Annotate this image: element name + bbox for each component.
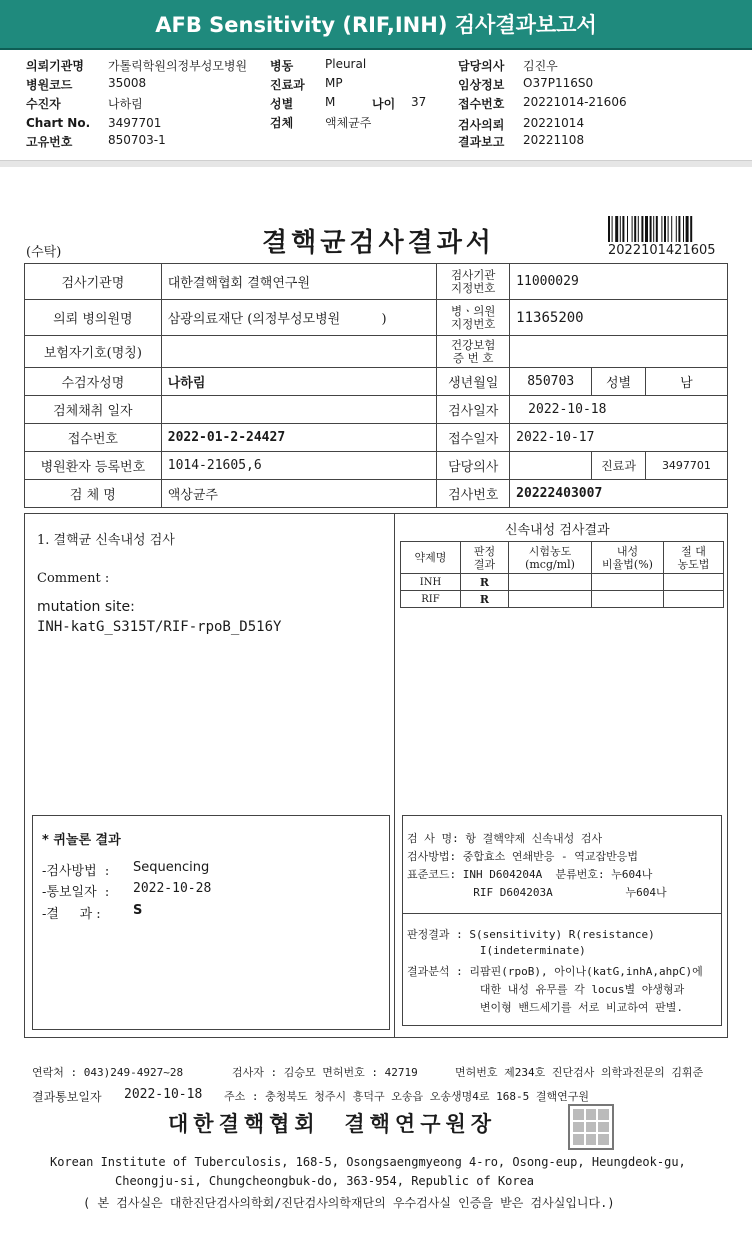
barcode-bar [612,216,613,242]
header-key: 의뢰기관명 [26,59,84,73]
patient-label: 수검자성명 [25,368,162,396]
inst-no-label: 검사기관 지정번호 [437,264,510,300]
section-divider [0,160,752,167]
insurer-value [161,336,437,368]
header-value: 3497701 [108,116,162,130]
collect-label: 검체채취 일자 [25,396,162,424]
barcode-bar [638,216,639,242]
judgement-line: 판정결과 : S(sensitivity) R(resistance) [407,928,655,941]
header-key: 병동 [270,59,294,73]
barcode-bar [668,216,669,242]
barcode-bar [634,216,636,242]
inst-label: 검사기관명 [25,264,162,300]
barcode-bar [653,216,654,242]
test-date-value: 2022-10-18 [510,396,728,424]
barcode-bar [671,216,672,242]
table-row [401,574,724,591]
req-value: 삼광의료재단 (의정부성모병원 ) [161,300,437,336]
req-no-value: 11365200 [510,300,728,336]
barcode-bar [632,216,633,242]
barcode-bar [627,216,628,242]
specimen-value: 액상균주 [161,480,437,508]
header-value: M [325,95,336,109]
quinolone-key: -결 과 : [42,907,101,922]
column-header: 약제명 [401,542,461,574]
ratio-cell [592,591,664,608]
header-key: 임상정보 [458,78,505,92]
health-label: 건강보험 증 번 호 [437,336,510,368]
judgement-line: 대한 내성 유무를 각 locus별 야생형과 [407,983,685,996]
table-row [25,264,728,300]
method-line: 표준코드: INH D604204A 분류번호: 누604나 [407,868,653,881]
barcode-bar [661,216,662,242]
quinolone-value: 2022-10-28 [133,881,212,896]
header-key: 나이 [372,97,396,111]
footer-address: 주소 : 충청북도 청주시 흥덕구 오송읍 오송생명4로 168-5 결핵연구원 [224,1090,589,1103]
inst-value: 대한결핵협회 결핵연구원 [161,264,437,300]
test-date-label: 검사일자 [437,396,510,424]
drug-cell: RIF [401,591,461,608]
table-header-row [401,542,724,574]
header-key: 검사의뢰 [458,118,505,132]
barcode-bar [664,216,666,242]
barcode-number: 2022101421605 [608,243,716,258]
result-cell: R [461,591,509,608]
inst-no-value: 11000029 [510,264,728,300]
table-row [25,368,728,396]
header-value: 20221014-21606 [523,95,627,109]
header-value: O37P116S0 [523,76,594,90]
recv-date-label: 접수일자 [437,424,510,452]
barcode-bar [615,216,618,242]
judgement-line: 변이형 밴드세기를 서로 비교하여 판별. [407,1001,683,1014]
test-no-label: 검사번호 [437,480,510,508]
mutation-value: INH-katG_S315T/RIF-rpoB_D516Y [37,619,282,635]
header-key: 성별 [270,97,294,111]
doctor-label: 담당의사 [437,452,510,480]
column-header: 절 대 농도법 [664,542,724,574]
barcode-bar [686,216,689,242]
dept-label: 진료과 [592,452,646,480]
quinolone-value: Sequencing [133,860,210,875]
insurer-label: 보험자기호(명칭) [25,336,162,368]
barcode-bar [622,216,624,242]
abs-cell [664,591,724,608]
method-line: 검사방법: 중합효소 연쇄반응 - 역교잡반응법 [407,850,639,863]
report-title: AFB Sensitivity (RIF,INH) 검사결과보고서 [155,13,597,37]
patient-value: 나하림 [161,368,437,396]
result-table-title: 신속내성 검사결과 [505,523,610,538]
barcode-bar [620,216,621,242]
header-key: 검체 [270,116,294,130]
header-value: 김진우 [523,59,558,73]
header-value: 나하림 [108,97,143,111]
recv-no-value: 2022-01-2-24427 [161,424,437,452]
table-row [25,300,728,336]
title-bar-underline [0,48,752,50]
method-line: 검 사 명: 항 결핵약제 신속내성 검사 [407,832,603,845]
hosp-reg-label: 병원환자 등록번호 [25,452,162,480]
abs-cell [664,574,724,591]
barcode [608,216,711,242]
doctor-value [510,452,592,480]
birth-value: 850703 [510,368,592,396]
req-label: 의뢰 병의원명 [25,300,162,336]
official-seal-stamp [568,1104,614,1150]
hosp-reg-value: 1014-21605,6 [161,452,437,480]
header-key: 수진자 [26,97,61,111]
results-divider [394,513,395,1038]
header-value: Pleural [325,57,367,71]
barcode-bar [608,216,610,242]
footer-certification: ( 본 검사실은 대한진단검사의학회/진단검사의학재단의 우수검사실 인증을 받은 검사실입니다.) [83,1196,615,1210]
result-cell: R [461,574,509,591]
document-title: 결핵균검사결과서 [262,228,495,258]
header-key: 담당의사 [458,59,505,73]
sex-label: 성별 [592,368,646,396]
table-row [25,336,728,368]
comment-label: Comment : [37,571,110,586]
barcode-bar [645,216,648,242]
barcode-bar [656,216,658,242]
dept-value: 3497701 [645,452,727,480]
header-key: 접수번호 [458,97,505,111]
footer-notify-label: 결과통보일자 [32,1090,102,1104]
conc-cell [509,591,592,608]
birth-label: 생년월일 [437,368,510,396]
health-value [510,336,728,368]
quinolone-key: -검사방법 : [42,864,110,879]
drug-cell: INH [401,574,461,591]
quinolone-key: -통보일자 : [42,885,110,900]
judgement-line: I(indeterminate) [407,944,586,957]
report-title-bar [0,0,752,48]
barcode-bar [690,216,692,242]
test-name: 1. 결핵균 신속내성 검사 [37,533,175,548]
director-title: 대한결핵협회 결핵연구원장 [168,1111,497,1136]
table-row [25,452,728,480]
conc-cell [509,574,592,591]
table-row [25,480,728,508]
column-header: 판정 결과 [461,542,509,574]
patient-info-table [24,263,728,508]
header-key: 병원코드 [26,78,73,92]
header-value: 20221014 [523,116,585,130]
header-key: 진료과 [270,78,305,92]
header-value: 20221108 [523,133,585,147]
specimen-label: 검 체 명 [25,480,162,508]
judgement-line: 결과분석 : 리팜핀(rpoB), 아이나(katG,inhA,ahpC)에 [407,965,703,978]
column-header: 시험농도 (mcg/ml) [509,542,592,574]
quinolone-title: * 퀴놀론 결과 [42,833,121,848]
footer-english-address-2: Cheongju-si, Chungcheongbuk-do, 363-954, Republic of Korea [115,1174,535,1188]
header-value: 35008 [108,76,147,90]
table-row [25,424,728,452]
barcode-bar [641,216,643,242]
ratio-cell [592,574,664,591]
header-value: 액체균주 [325,116,372,130]
req-no-label: 병ㆍ의원 지정번호 [437,300,510,336]
footer-examiner: 검사자 : 김승모 면허번호 : 42719 [232,1066,418,1079]
collect-value [161,396,437,424]
header-key: 결과보고 [458,135,505,149]
header-value: MP [325,76,343,90]
table-row [401,591,724,608]
test-no-value: 20222403007 [510,480,728,508]
sensitivity-result-table [400,541,724,608]
header-value: 가톨릭학원의정부성모병원 [108,59,248,73]
method-line: RIF D604203A 누604나 [407,886,667,899]
footer-notify-date: 2022-10-18 [124,1087,203,1102]
footer-contact: 연락처 : 043)249-4927~28 [32,1066,184,1079]
footer-english-address-1: Korean Institute of Tuberculosis, 168-5, Osongsaengmyeong 4-ro, Osong-eup, Heungdeok-gu, [50,1155,686,1169]
footer-specialist: 면허번호 제234호 진단검사 의학과전문의 김휘준 [455,1066,704,1079]
table-row [25,396,728,424]
header-value: 37 [411,95,427,109]
column-header: 내성 비율법(%) [592,542,664,574]
barcode-bar [650,216,652,242]
recv-date-value: 2022-10-17 [510,424,728,452]
barcode-bar [678,216,680,242]
recv-no-label: 접수번호 [25,424,162,452]
header-key: Chart No. [26,116,91,130]
mutation-label: mutation site: [37,599,135,615]
barcode-bar [683,216,684,242]
barcode-bar [676,216,677,242]
sex-value: 남 [645,368,727,396]
quinolone-value: S [133,903,143,918]
header-key: 고유번호 [26,135,73,149]
consignment-label: (수탁) [26,245,62,260]
header-value: 850703-1 [108,133,166,147]
